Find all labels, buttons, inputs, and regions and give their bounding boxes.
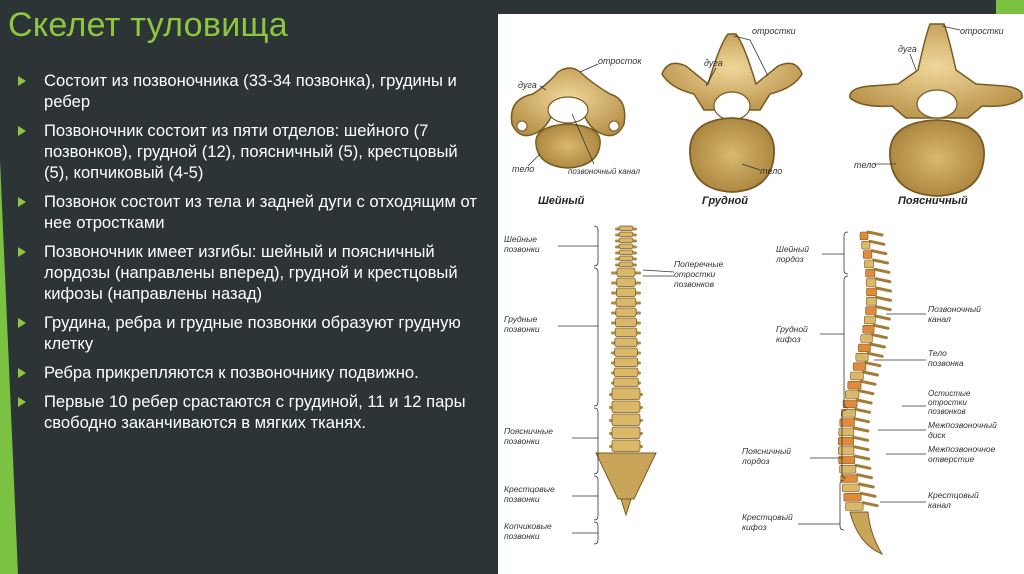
spinous-process-shape (876, 288, 890, 291)
vertebral-body-shape (841, 475, 858, 483)
side-body-label-1: Тело (928, 348, 947, 358)
vertebral-body-shape (861, 335, 873, 343)
spinous-process-shape (855, 456, 869, 459)
bullet-item (16, 120, 486, 183)
vertebral-body-shape (860, 232, 868, 240)
bullet-arrow-icon (18, 126, 26, 136)
vertebral-body-shape (864, 316, 875, 324)
vertebra-shape (619, 256, 633, 261)
cervical-body-label: тело (512, 164, 535, 174)
side-disc-label-2: диск (928, 430, 946, 440)
front-coccygeal-label-2: позвонки (504, 531, 540, 541)
vertebral-body-shape (838, 437, 853, 445)
vertebral-body-shape (866, 297, 876, 305)
cervical-canal-label: позвоночный канал (568, 167, 641, 176)
vertebral-body-shape (839, 456, 855, 464)
vertebral-body-shape (858, 344, 870, 352)
sacrum-shape (596, 453, 656, 499)
spinous-process-shape (854, 419, 868, 422)
vertebra-shape (619, 238, 633, 243)
spinous-process-shape (854, 437, 868, 440)
spinous-process-shape (859, 484, 873, 487)
spinous-process-shape (861, 381, 875, 384)
bullet-item (16, 70, 486, 112)
spinous-process-shape (857, 400, 871, 403)
side-lumbar-label-1: Поясничный (742, 446, 791, 456)
thoracic-processes-label: отростки (752, 26, 796, 36)
vertebra-shape (614, 368, 638, 377)
spinous-process-shape (872, 251, 886, 254)
cervical-caption: Шейный (538, 195, 585, 207)
side-sacral-canal-label-1: Крестцовый (928, 490, 979, 500)
bullet-arrow-icon (18, 397, 26, 407)
bullet-text: Ребра прикрепляются к позвоночнику подвижно. (44, 363, 419, 382)
side-thoracic-label-2: кифоз (776, 334, 801, 344)
spinous-process-shape (856, 465, 870, 468)
side-cervical-label-1: Шейный (776, 244, 809, 254)
vertebra-shape (612, 427, 640, 439)
side-disc-label-1: Межпозвоночный (928, 420, 997, 430)
vertebral-body-shape (866, 279, 876, 287)
sacrum-side-shape (850, 512, 882, 554)
side-lumbar-label-2: лордоз (742, 456, 770, 466)
vertebra-shape (612, 440, 640, 452)
bullet-arrow-icon (18, 247, 26, 257)
vertebra-shape (612, 388, 640, 400)
vertebral-body-shape (866, 269, 875, 277)
vertebra-shape (615, 328, 637, 337)
side-foramen-label-2: отверстие (928, 454, 975, 464)
bullet-arrow-icon (18, 318, 26, 328)
vertebral-body-shape (845, 391, 859, 399)
vertebra-shape (614, 358, 637, 367)
front-transverse-label-3: позвонков (674, 279, 715, 289)
slide-title: Скелет туловища (8, 6, 289, 44)
side-cervical-label-2: лордоз (776, 254, 804, 264)
side-sacral-label-2: кифоз (742, 522, 767, 532)
vertebra-shape (617, 278, 636, 287)
thoracic-caption: Грудной (702, 195, 748, 207)
vertebral-body-shape (862, 241, 870, 249)
vertebral-body-shape (850, 372, 863, 380)
vertebral-body-shape (845, 503, 863, 511)
front-sacral-label-1: Крестцовые (504, 484, 555, 494)
bullet-item (16, 362, 486, 383)
spinous-process-shape (866, 363, 880, 366)
bullet-arrow-icon (18, 76, 26, 86)
spinous-process-shape (876, 307, 890, 310)
cervical-process-label: отросток (598, 56, 642, 66)
vertebral-body-shape (838, 447, 854, 455)
vertebra-shape (615, 338, 637, 347)
spine-side-view-drawing (838, 232, 890, 554)
lumbar-caption: Поясничный (898, 195, 968, 207)
vertebral-body-shape (842, 484, 859, 492)
side-sacral-canal-label-2: канал (928, 500, 951, 510)
bullet-arrow-icon (18, 197, 26, 207)
vertebra-shape (619, 226, 633, 231)
side-foramen-label-1: Межпозвоночное (928, 444, 996, 454)
spinous-process-shape (874, 260, 888, 263)
coccyx-shape (621, 499, 631, 515)
front-coccygeal-label-1: Копчиковые (504, 521, 552, 531)
bullet-item (16, 312, 486, 354)
vertebral-body-shape (853, 363, 866, 371)
thoracic-body-label: тело (760, 166, 783, 176)
cervical-arch-label: дуга (518, 80, 537, 90)
front-lumbar-label-2: позвонки (504, 436, 540, 446)
spinous-process-shape (861, 493, 875, 496)
vertebra-shape (616, 298, 636, 307)
front-thoracic-label-2: позвонки (504, 324, 540, 334)
vertebra-shape (612, 414, 640, 426)
bullet-list (16, 70, 486, 441)
spinous-process-shape (872, 335, 886, 338)
bullet-arrow-icon (18, 368, 26, 378)
bullet-text: Первые 10 ребер срастаются с грудиной, 11 и 12 пары свободно заканчиваются в мягких тканях. (44, 392, 466, 432)
vertebral-body-shape (848, 381, 861, 389)
spinous-process-shape (877, 297, 891, 300)
spinous-process-shape (863, 372, 877, 375)
vertebra-shape (614, 378, 639, 387)
front-cervical-label-1: Шейные (504, 234, 537, 244)
vertebral-body-shape (856, 353, 868, 361)
front-cervical-label-2: позвонки (504, 244, 540, 254)
lumbar-body-label: тело (854, 160, 877, 170)
vertebral-body-shape (866, 288, 876, 296)
vertebra-shape (615, 348, 638, 357)
front-transverse-label-1: Поперечные (674, 259, 724, 269)
spinous-process-shape (857, 475, 871, 478)
spinous-process-shape (868, 232, 882, 235)
spinous-process-shape (875, 316, 889, 319)
side-spinous-label-3: позвонков (928, 407, 966, 416)
vertebral-body-shape (844, 493, 861, 501)
front-transverse-label-2: отростки (674, 269, 716, 279)
spinous-process-shape (854, 428, 868, 431)
bullet-text: Позвоночник имеет изгибы: шейный и поясничный лордозы (направлены вперед), грудной и крестцовый кифозы (направлены назад) (44, 242, 458, 303)
bullet-text: Позвонок состоит из тела и задней дуги с отходящим от нее отростками (44, 192, 477, 232)
bullet-text: Позвоночник состоит из пяти отделов: шейного (7 позвонков), грудной (12), поясничный (5), крестцовый (5), копчиковый (4-5) (44, 121, 458, 182)
side-thoracic-label-1: Грудной (776, 324, 808, 334)
vertebra-shape (612, 401, 640, 413)
bullet-item (16, 391, 486, 433)
bullet-item (16, 241, 486, 304)
vertebra-shape (619, 262, 633, 267)
spine-figure-svg (498, 14, 1024, 574)
vertebra-shape (619, 244, 633, 249)
vertebra-shape (616, 308, 636, 317)
spinous-process-shape (868, 353, 882, 356)
vertebra-shape (616, 288, 635, 297)
spinous-process-shape (870, 344, 884, 347)
spine-front-view-drawing (596, 226, 656, 515)
spinous-process-shape (856, 409, 870, 412)
bullet-text: Состоит из позвоночника (33-34 позвонка), грудины и ребер (44, 71, 457, 111)
spinous-process-shape (874, 325, 888, 328)
spinous-process-shape (854, 447, 868, 450)
vertebral-body-shape (863, 251, 872, 259)
side-spinous-label-2: отростки (928, 398, 967, 407)
spinous-process-shape (863, 503, 877, 506)
side-canal-label-1: Позвоночный (928, 304, 981, 314)
vertebra-shape (617, 268, 635, 277)
front-thoracic-label-1: Грудные (504, 314, 538, 324)
side-canal-label-2: канал (928, 314, 951, 324)
vertebral-body-shape (863, 325, 874, 333)
vertebral-body-shape (866, 307, 877, 315)
bullet-item (16, 191, 486, 233)
front-lumbar-label-1: Поясничные (504, 426, 553, 436)
vertebra-shape (616, 318, 637, 327)
spine-illustration (498, 14, 1024, 574)
vertebra-shape (619, 250, 633, 255)
spinous-process-shape (859, 391, 873, 394)
front-sacral-label-2: позвонки (504, 494, 540, 504)
vertebral-body-shape (865, 260, 874, 268)
side-sacral-label-1: Крестцовый (742, 512, 793, 522)
lumbar-processes-label: отростки (960, 26, 1004, 36)
side-spinous-label-1: Остистые (928, 389, 971, 398)
vertebral-body-shape (839, 428, 854, 436)
spinous-process-shape (875, 269, 889, 272)
spinous-process-shape (876, 279, 890, 282)
spinous-process-shape (870, 241, 884, 244)
thoracic-arch-label: дуга (704, 58, 723, 68)
lumbar-arch-label: дуга (898, 44, 917, 54)
lumbar-vertebra-drawing (850, 24, 1022, 196)
vertebra-shape (619, 232, 633, 237)
bullet-text: Грудина, ребра и грудные позвонки образуют грудную клетку (44, 313, 461, 353)
accent-strip (996, 0, 1024, 14)
side-body-label-2: позвонка (928, 358, 964, 368)
